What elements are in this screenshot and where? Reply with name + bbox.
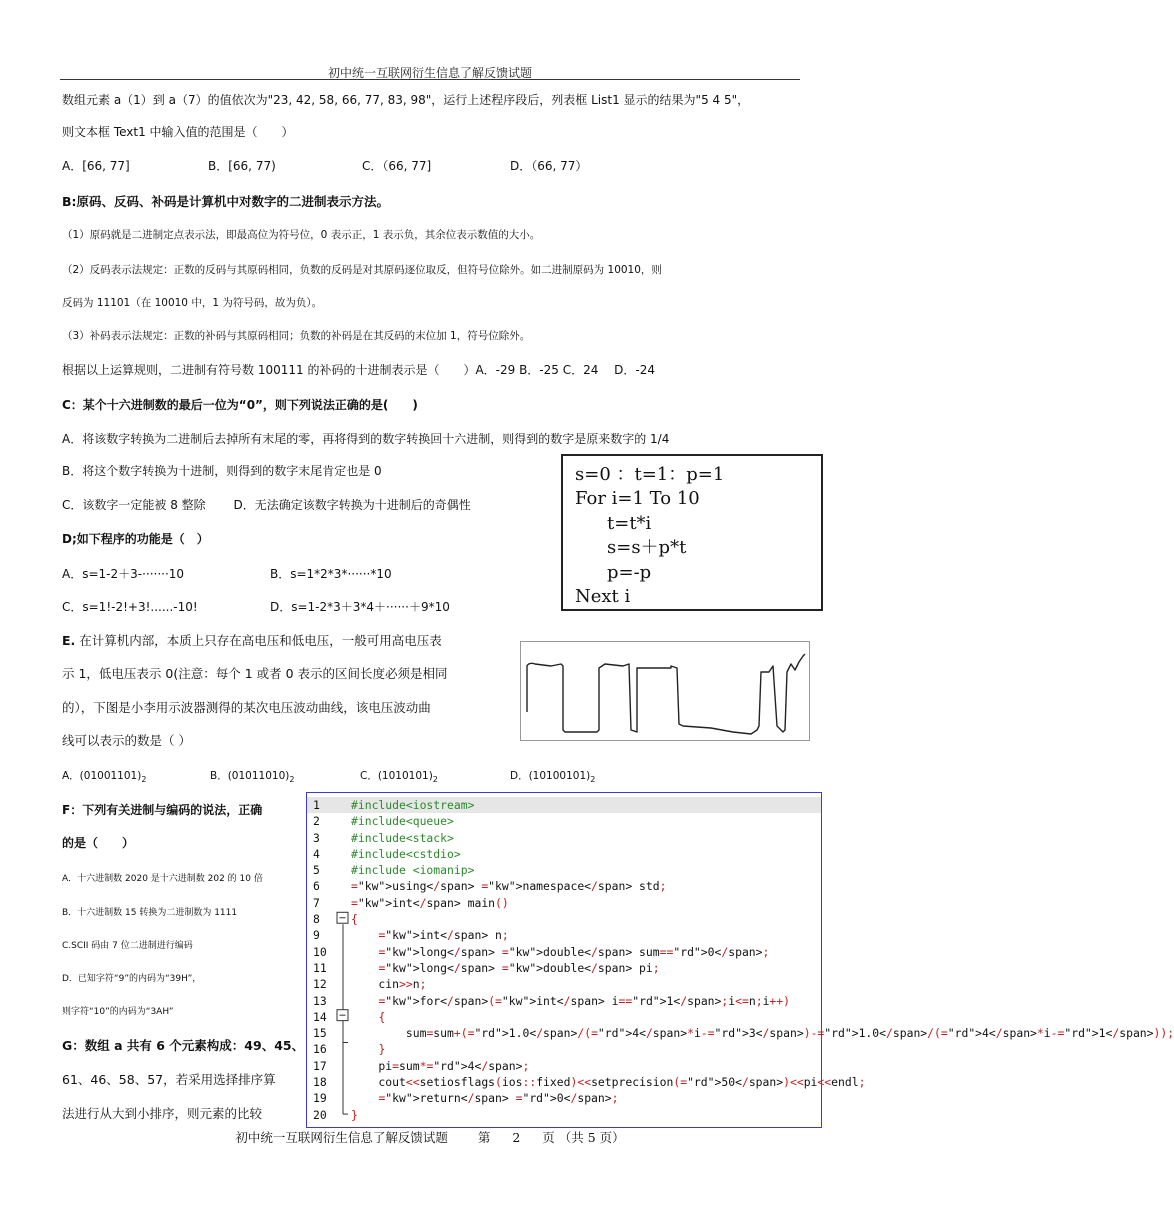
qe-option-d <box>510 768 595 784</box>
qf-option-a: A．十六进制数 2020 是十六进制数 202 的 10 倍 <box>62 874 263 884</box>
line-number: 17 <box>313 1058 327 1073</box>
line-number: 11 <box>313 960 327 975</box>
code-line <box>307 813 821 829</box>
qa-line2: 则文本框 Text1 中输入值的范围是（ ） <box>62 125 294 139</box>
qa-option-c: C．（66, 77] <box>362 159 432 173</box>
qf-title-1: F：下列有关进制与编码的说法，正确 <box>62 803 263 817</box>
code-text: { <box>351 912 358 927</box>
code-line <box>307 1090 821 1106</box>
base-subscript: 2 <box>141 775 147 785</box>
qb-rule-2b: 反码为 11101（在 10010 中，1 为符号码，故为负）。 <box>62 297 323 309</box>
code-text: #include <iomanip> <box>351 863 475 878</box>
code-text: ="kw">using</span> ="kw">namespace</span> std; <box>351 879 667 894</box>
line-number: 18 <box>313 1075 327 1090</box>
code-line <box>307 895 821 911</box>
program-line: t=t*i <box>607 512 652 534</box>
line-number: 12 <box>313 977 327 992</box>
line-number: 10 <box>313 944 327 959</box>
qd-option-a: A．s=1-2＋3-·······10 <box>62 567 185 581</box>
code-line <box>307 1058 821 1074</box>
code-text: cout<<setiosflags(ios::fixed)<<setprecision(="rd">50</span>)<<pi<<endl; <box>351 1075 866 1090</box>
code-text: pi=sum*="rd">4</span>; <box>351 1058 530 1073</box>
qe-option-c <box>360 768 438 784</box>
qe-option-a <box>62 768 146 784</box>
code-text: ="kw">int</span> main() <box>351 895 509 910</box>
page-header: 初中统一互联网衍生信息了解反馈试题 <box>327 66 532 80</box>
line-number: 6 <box>313 879 320 894</box>
footer-total: （共 5 页） <box>558 1130 625 1145</box>
footer-page-number: 2 <box>512 1130 521 1145</box>
qe-option-b <box>210 768 294 784</box>
qe-line3: 的），下图是小李用示波器测得的某次电压波动曲线，该电压波动曲 <box>62 700 431 715</box>
code-text: } <box>351 1107 358 1122</box>
code-text: ="kw">long</span> ="kw">double</span> pi; <box>378 960 660 975</box>
qd-title: D;如下程序的功能是（ ） <box>62 532 209 546</box>
line-number: 15 <box>313 1026 327 1041</box>
code-text: sum=sum+(="rd">1.0</span>/(="rd">4</span>*i-="rd">3</span>)-="rd">1.0</span>/(="rd">4</span>*i-="rd">1</span>)); <box>351 1026 1174 1041</box>
code-text: #include<iostream> <box>351 798 475 812</box>
qb-question: 根据以上运算规则，二进制有符号数 100111 的补码的十进制表示是（ ）A．-29 B．-25 C．24 D．-24 <box>62 363 656 377</box>
line-number: 20 <box>313 1107 327 1122</box>
qa-line1: 数组元素 a（1）到 a（7）的值依次为"23, 42, 58, 66, 77, 83, 98"，运行上述程序段后，列表框 List1 显示的结果为"5 4 5"， <box>62 93 750 107</box>
program-line: p=-p <box>607 561 652 583</box>
base-subscript: 2 <box>590 775 596 785</box>
code-line <box>307 993 821 1009</box>
qa-option-a: A．[66, 77] <box>62 159 130 173</box>
qe-option-b-text: B．(01011010) <box>210 770 290 782</box>
code-line <box>307 797 821 813</box>
qf-option-d-1: D．已知字符“9”的内码为“39H”， <box>62 974 202 984</box>
qf-title-2: 的是（ ） <box>62 836 135 850</box>
qb-rule-2a: （2）反码表示法规定：正数的反码与其原码相同，负数的反码是对其原码逐位取反，但符号位除外。如二进制原码为 10010，则 <box>62 264 662 276</box>
code-line <box>307 1074 866 1090</box>
code-line <box>307 976 821 992</box>
code-line <box>307 846 821 862</box>
program-line: Next i <box>575 586 631 608</box>
waveform-svg <box>521 642 809 740</box>
qf-option-c: C.SCII 码由 7 位二进制进行编码 <box>62 941 193 951</box>
code-text: cin>>n; <box>351 977 427 992</box>
code-line <box>307 862 821 878</box>
code-text: ="kw">long</span> ="kw">double</span> sum=="rd">0</span>; <box>378 944 770 959</box>
qg-line2: 61、46、58、57，若采用选择排序算 <box>62 1072 276 1087</box>
qb-title: B:原码、反码、补码是计算机中对数字的二进制表示方法。 <box>62 194 390 209</box>
program-line: For i=1 To 10 <box>575 488 700 510</box>
line-number: 2 <box>313 814 320 829</box>
qe-line1 <box>62 631 442 649</box>
code-line <box>307 1025 1174 1041</box>
qe-option-a-text: A．(01001101) <box>62 770 142 782</box>
line-number: 7 <box>313 895 320 910</box>
qa-option-b: B．[66, 77) <box>208 159 276 173</box>
code-text: { <box>378 1009 386 1024</box>
qg-line1: G：数组 a 共有 6 个元素构成：49、45、 <box>62 1038 305 1053</box>
line-number: 1 <box>313 798 320 812</box>
qa-option-d: D．（66, 77） <box>510 159 588 173</box>
code-line <box>307 1041 821 1057</box>
line-number: 14 <box>313 1009 327 1024</box>
program-box <box>561 454 823 611</box>
qb-rule-1: （1）原码就是二进制定点表示法，即最高位为符号位，0 表示正，1 表示负，其余位表示数值的大小。 <box>62 229 541 241</box>
qf-option-b: B．十六进制数 15 转换为二进制数为 1111 <box>62 908 238 918</box>
page-footer <box>0 1128 860 1146</box>
qc-option-a: A．将该数字转换为二进制后去掉所有末尾的零，再将得到的数字转换回十六进制，则得到的数字是原来数字的 1/4 <box>62 432 670 446</box>
line-number: 3 <box>313 830 320 845</box>
code-text: #include<cstdio> <box>351 846 461 861</box>
code-text: #include<queue> <box>351 814 454 829</box>
code-line <box>307 830 821 846</box>
code-editor-image <box>306 792 1174 1128</box>
code-text: ="kw">for</span>(="kw">int</span> i=="rd">1</span>;i<=n;i++) <box>378 993 790 1008</box>
qe-option-d-text: D．(10100101) <box>510 770 591 782</box>
code-line <box>307 944 821 960</box>
line-number: 9 <box>313 928 320 943</box>
qe-line2: 示 1，低电压表示 0(注意：每个 1 或者 0 表示的区间长度必须是相同 <box>62 666 448 681</box>
base-subscript: 2 <box>432 775 438 785</box>
qg-line3: 法进行从大到小排序，则元素的比较 <box>62 1106 263 1121</box>
code-line <box>307 911 821 927</box>
footer-page-word: 第 <box>477 1130 491 1145</box>
code-text: } <box>378 1042 386 1057</box>
code-line <box>307 927 821 943</box>
qc-option-cd: C．该数字一定能被 8 整除 D．无法确定该数字转换为十进制后的奇偶性 <box>62 498 471 512</box>
line-number: 13 <box>313 993 327 1008</box>
qd-option-b: B．s=1*2*3*······*10 <box>270 567 392 581</box>
footer-page-unit: 页 <box>542 1130 555 1145</box>
line-number: 4 <box>313 846 320 861</box>
qb-rule-3: （3）补码表示法规定：正数的补码与其原码相同；负数的补码是在其反码的末位加 1，符号位除外。 <box>62 330 531 342</box>
code-line <box>307 878 821 894</box>
line-number: 8 <box>313 912 320 927</box>
header-rule <box>60 79 800 80</box>
line-number: 5 <box>313 863 320 878</box>
qd-option-c: C．s=1!-2!+3!......-10! <box>62 600 198 614</box>
qc-option-b: B．将这个数字转换为十进制，则得到的数字末尾肯定也是 0 <box>62 464 382 478</box>
voltage-waveform-image <box>520 641 810 741</box>
qd-option-d: D．s=1-2*3＋3*4＋······＋9*10 <box>270 600 450 614</box>
line-number: 16 <box>313 1042 327 1057</box>
code-line <box>307 1107 821 1123</box>
footer-title: 初中统一互联网衍生信息了解反馈试题 <box>235 1130 448 1145</box>
code-line <box>307 1009 821 1025</box>
code-line <box>307 960 821 976</box>
qc-title: C：某个十六进制数的最后一位为“0”，则下列说法正确的是( ) <box>62 398 418 412</box>
qf-option-d-2: 则字符“10”的内码为“3AH” <box>62 1007 174 1017</box>
line-number: 19 <box>313 1091 327 1106</box>
qe-label: E. <box>62 633 76 648</box>
code-text: ="kw">int</span> n; <box>378 928 509 943</box>
code-text: #include<stack> <box>351 830 454 845</box>
base-subscript: 2 <box>289 775 295 785</box>
code-text: ="kw">return</span> ="rd">0</span>; <box>378 1091 619 1106</box>
qe-line4: 线可以表示的数是（ ） <box>62 733 191 748</box>
qe-line1-text: 在计算机内部，本质上只存在高电压和低电压，一般可用高电压表 <box>75 633 442 648</box>
qe-option-c-text: C．(1010101) <box>360 770 433 782</box>
code-lines <box>307 797 1174 1123</box>
program-line: s=s＋p*t <box>607 537 687 559</box>
program-line: s=0 ：t=1：p=1 <box>575 464 725 485</box>
